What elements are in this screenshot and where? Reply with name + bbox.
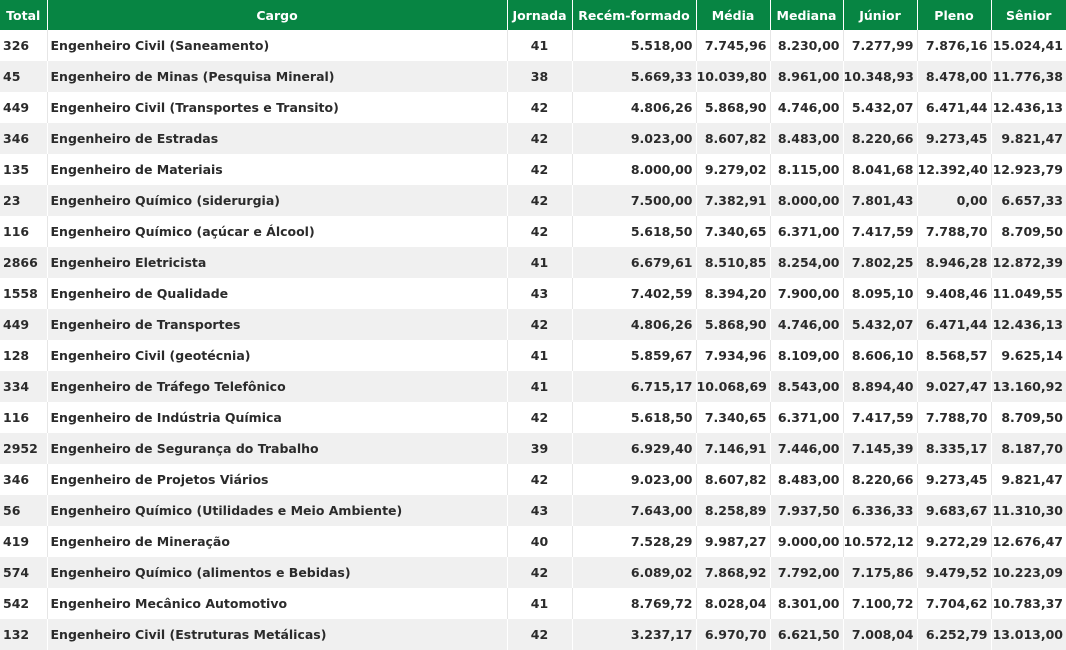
cell-senior: 11.310,30 — [991, 495, 1066, 526]
cell-cargo: Engenheiro Civil (Estruturas Metálicas) — [47, 619, 507, 650]
cell-cargo: Engenheiro Civil (Transportes e Transito) — [47, 92, 507, 123]
cell-mediana: 7.900,00 — [770, 278, 843, 309]
cell-total: 449 — [0, 92, 47, 123]
header-cargo[interactable]: Cargo — [47, 0, 507, 30]
header-senior[interactable]: Sênior — [991, 0, 1066, 30]
cell-cargo: Engenheiro Químico (siderurgia) — [47, 185, 507, 216]
cell-pleno: 6.252,79 — [917, 619, 991, 650]
cell-pleno: 6.471,44 — [917, 92, 991, 123]
cell-pleno: 9.273,45 — [917, 464, 991, 495]
cell-cargo: Engenheiro de Projetos Viários — [47, 464, 507, 495]
cell-recem-formado: 9.023,00 — [572, 464, 696, 495]
cell-senior: 9.821,47 — [991, 123, 1066, 154]
table-row[interactable] — [0, 433, 1066, 464]
cell-junior: 7.008,04 — [843, 619, 917, 650]
table-row[interactable] — [0, 340, 1066, 371]
cell-senior: 12.436,13 — [991, 309, 1066, 340]
cell-pleno: 9.683,67 — [917, 495, 991, 526]
cell-senior: 13.013,00 — [991, 619, 1066, 650]
cell-cargo: Engenheiro Eletricista — [47, 247, 507, 278]
cell-junior: 7.175,86 — [843, 557, 917, 588]
cell-recem-formado: 7.402,59 — [572, 278, 696, 309]
cell-media: 9.279,02 — [696, 154, 770, 185]
cell-junior: 8.606,10 — [843, 340, 917, 371]
cell-senior: 11.776,38 — [991, 61, 1066, 92]
header-junior[interactable]: Júnior — [843, 0, 917, 30]
cell-senior: 8.709,50 — [991, 402, 1066, 433]
cell-jornada: 42 — [507, 216, 572, 247]
table-row[interactable] — [0, 526, 1066, 557]
cell-recem-formado: 6.715,17 — [572, 371, 696, 402]
cell-senior: 12.676,47 — [991, 526, 1066, 557]
cell-recem-formado: 5.669,33 — [572, 61, 696, 92]
header-recem-formado[interactable]: Recém-formado — [572, 0, 696, 30]
header-jornada[interactable]: Jornada — [507, 0, 572, 30]
cell-cargo: Engenheiro Civil (geotécnia) — [47, 340, 507, 371]
cell-mediana: 7.937,50 — [770, 495, 843, 526]
cell-pleno: 7.704,62 — [917, 588, 991, 619]
cell-pleno: 0,00 — [917, 185, 991, 216]
cell-media: 10.039,80 — [696, 61, 770, 92]
cell-pleno: 9.479,52 — [917, 557, 991, 588]
cell-mediana: 8.230,00 — [770, 30, 843, 61]
cell-mediana: 8.483,00 — [770, 123, 843, 154]
cell-senior: 10.783,37 — [991, 588, 1066, 619]
cell-senior: 10.223,09 — [991, 557, 1066, 588]
cell-total: 128 — [0, 340, 47, 371]
cell-senior: 12.923,79 — [991, 154, 1066, 185]
cell-jornada: 42 — [507, 619, 572, 650]
cell-total: 23 — [0, 185, 47, 216]
cell-cargo: Engenheiro de Mineração — [47, 526, 507, 557]
cell-jornada: 42 — [507, 309, 572, 340]
cell-total: 334 — [0, 371, 47, 402]
cell-junior: 7.145,39 — [843, 433, 917, 464]
cell-recem-formado: 8.000,00 — [572, 154, 696, 185]
cell-senior: 8.709,50 — [991, 216, 1066, 247]
cell-media: 7.745,96 — [696, 30, 770, 61]
cell-media: 7.340,65 — [696, 216, 770, 247]
table-row[interactable] — [0, 402, 1066, 433]
cell-junior: 5.432,07 — [843, 309, 917, 340]
table-row[interactable] — [0, 371, 1066, 402]
cell-recem-formado: 7.643,00 — [572, 495, 696, 526]
table-row[interactable] — [0, 92, 1066, 123]
cell-pleno: 8.946,28 — [917, 247, 991, 278]
cell-mediana: 4.746,00 — [770, 92, 843, 123]
cell-media: 8.607,82 — [696, 123, 770, 154]
cell-mediana: 8.301,00 — [770, 588, 843, 619]
cell-media: 8.607,82 — [696, 464, 770, 495]
cell-jornada: 42 — [507, 557, 572, 588]
cell-total: 574 — [0, 557, 47, 588]
cell-junior: 7.100,72 — [843, 588, 917, 619]
cell-total: 116 — [0, 216, 47, 247]
cell-mediana: 8.543,00 — [770, 371, 843, 402]
table-row[interactable] — [0, 185, 1066, 216]
cell-recem-formado: 6.679,61 — [572, 247, 696, 278]
table-row[interactable] — [0, 247, 1066, 278]
cell-jornada: 43 — [507, 278, 572, 309]
cell-jornada: 42 — [507, 92, 572, 123]
cell-media: 5.868,90 — [696, 309, 770, 340]
cell-media: 8.510,85 — [696, 247, 770, 278]
cell-cargo: Engenheiro Químico (açúcar e Álcool) — [47, 216, 507, 247]
header-media[interactable]: Média — [696, 0, 770, 30]
cell-jornada: 41 — [507, 340, 572, 371]
cell-cargo: Engenheiro de Qualidade — [47, 278, 507, 309]
cell-total: 116 — [0, 402, 47, 433]
cell-cargo: Engenheiro de Materiais — [47, 154, 507, 185]
cell-cargo: Engenheiro de Transportes — [47, 309, 507, 340]
cell-pleno: 6.471,44 — [917, 309, 991, 340]
cell-media: 8.258,89 — [696, 495, 770, 526]
cell-pleno: 9.027,47 — [917, 371, 991, 402]
cell-cargo: Engenheiro de Indústria Química — [47, 402, 507, 433]
cell-total: 56 — [0, 495, 47, 526]
cell-pleno: 9.408,46 — [917, 278, 991, 309]
cell-jornada: 42 — [507, 402, 572, 433]
table-row[interactable] — [0, 30, 1066, 61]
cell-pleno: 7.876,16 — [917, 30, 991, 61]
cell-mediana: 6.371,00 — [770, 216, 843, 247]
cell-jornada: 42 — [507, 185, 572, 216]
cell-senior: 11.049,55 — [991, 278, 1066, 309]
table-row[interactable] — [0, 278, 1066, 309]
cell-mediana: 8.115,00 — [770, 154, 843, 185]
cell-recem-formado: 9.023,00 — [572, 123, 696, 154]
table-header-row — [0, 0, 1066, 30]
cell-junior: 8.894,40 — [843, 371, 917, 402]
cell-recem-formado: 4.806,26 — [572, 309, 696, 340]
cell-media: 6.970,70 — [696, 619, 770, 650]
cell-jornada: 42 — [507, 123, 572, 154]
cell-total: 45 — [0, 61, 47, 92]
cell-jornada: 38 — [507, 61, 572, 92]
table-row[interactable] — [0, 61, 1066, 92]
cell-jornada: 40 — [507, 526, 572, 557]
cell-jornada: 42 — [507, 154, 572, 185]
cell-media: 7.340,65 — [696, 402, 770, 433]
cell-recem-formado: 6.089,02 — [572, 557, 696, 588]
table-row[interactable] — [0, 464, 1066, 495]
cell-senior: 12.872,39 — [991, 247, 1066, 278]
cell-cargo: Engenheiro Químico (alimentos e Bebidas) — [47, 557, 507, 588]
cell-junior: 10.348,93 — [843, 61, 917, 92]
cell-junior: 7.802,25 — [843, 247, 917, 278]
cell-cargo: Engenheiro de Segurança do Trabalho — [47, 433, 507, 464]
cell-mediana: 9.000,00 — [770, 526, 843, 557]
cell-junior: 7.417,59 — [843, 216, 917, 247]
cell-total: 346 — [0, 123, 47, 154]
cell-media: 7.146,91 — [696, 433, 770, 464]
cell-pleno: 8.335,17 — [917, 433, 991, 464]
cell-pleno: 12.392,40 — [917, 154, 991, 185]
cell-junior: 5.432,07 — [843, 92, 917, 123]
cell-jornada: 43 — [507, 495, 572, 526]
cell-recem-formado: 4.806,26 — [572, 92, 696, 123]
cell-total: 419 — [0, 526, 47, 557]
cell-recem-formado: 6.929,40 — [572, 433, 696, 464]
cell-total: 326 — [0, 30, 47, 61]
cell-recem-formado: 5.859,67 — [572, 340, 696, 371]
cell-mediana: 4.746,00 — [770, 309, 843, 340]
cell-cargo: Engenheiro de Tráfego Telefônico — [47, 371, 507, 402]
cell-media: 10.068,69 — [696, 371, 770, 402]
cell-jornada: 41 — [507, 247, 572, 278]
cell-pleno: 9.273,45 — [917, 123, 991, 154]
cell-jornada: 41 — [507, 30, 572, 61]
cell-junior: 6.336,33 — [843, 495, 917, 526]
header-mediana[interactable]: Mediana — [770, 0, 843, 30]
cell-total: 449 — [0, 309, 47, 340]
cell-mediana: 8.254,00 — [770, 247, 843, 278]
cell-cargo: Engenheiro Civil (Saneamento) — [47, 30, 507, 61]
cell-jornada: 41 — [507, 371, 572, 402]
cell-media: 9.987,27 — [696, 526, 770, 557]
cell-media: 8.394,20 — [696, 278, 770, 309]
cell-senior: 8.187,70 — [991, 433, 1066, 464]
cell-junior: 7.277,99 — [843, 30, 917, 61]
cell-media: 7.934,96 — [696, 340, 770, 371]
table-row[interactable] — [0, 123, 1066, 154]
cell-cargo: Engenheiro Mecânico Automotivo — [47, 588, 507, 619]
table-row[interactable] — [0, 588, 1066, 619]
cell-jornada: 41 — [507, 588, 572, 619]
cell-media: 5.868,90 — [696, 92, 770, 123]
cell-recem-formado: 7.528,29 — [572, 526, 696, 557]
cell-media: 7.868,92 — [696, 557, 770, 588]
table-row[interactable] — [0, 619, 1066, 650]
cell-mediana: 8.961,00 — [770, 61, 843, 92]
cell-jornada: 42 — [507, 464, 572, 495]
cell-total: 2952 — [0, 433, 47, 464]
cell-total: 132 — [0, 619, 47, 650]
table-row[interactable] — [0, 216, 1066, 247]
header-total[interactable]: Total — [0, 0, 47, 30]
header-pleno[interactable]: Pleno — [917, 0, 991, 30]
cell-recem-formado: 3.237,17 — [572, 619, 696, 650]
cell-mediana: 8.483,00 — [770, 464, 843, 495]
cell-pleno: 7.788,70 — [917, 402, 991, 433]
table-row[interactable] — [0, 309, 1066, 340]
cell-total: 135 — [0, 154, 47, 185]
cell-cargo: Engenheiro Químico (Utilidades e Meio Ambiente) — [47, 495, 507, 526]
cell-mediana: 8.000,00 — [770, 185, 843, 216]
cell-total: 1558 — [0, 278, 47, 309]
cell-cargo: Engenheiro de Minas (Pesquisa Mineral) — [47, 61, 507, 92]
cell-mediana: 6.621,50 — [770, 619, 843, 650]
table-row[interactable] — [0, 495, 1066, 526]
cell-junior: 8.220,66 — [843, 464, 917, 495]
cell-mediana: 7.446,00 — [770, 433, 843, 464]
table-row[interactable] — [0, 557, 1066, 588]
cell-recem-formado: 8.769,72 — [572, 588, 696, 619]
cell-junior: 8.041,68 — [843, 154, 917, 185]
cell-junior: 7.801,43 — [843, 185, 917, 216]
cell-senior: 6.657,33 — [991, 185, 1066, 216]
cell-junior: 7.417,59 — [843, 402, 917, 433]
cell-recem-formado: 7.500,00 — [572, 185, 696, 216]
cell-pleno: 8.478,00 — [917, 61, 991, 92]
table-row[interactable] — [0, 154, 1066, 185]
cell-junior: 8.220,66 — [843, 123, 917, 154]
cell-junior: 10.572,12 — [843, 526, 917, 557]
cell-total: 346 — [0, 464, 47, 495]
cell-pleno: 7.788,70 — [917, 216, 991, 247]
cell-jornada: 39 — [507, 433, 572, 464]
cell-cargo: Engenheiro de Estradas — [47, 123, 507, 154]
cell-media: 7.382,91 — [696, 185, 770, 216]
cell-mediana: 7.792,00 — [770, 557, 843, 588]
cell-recem-formado: 5.618,50 — [572, 402, 696, 433]
cell-media: 8.028,04 — [696, 588, 770, 619]
cell-total: 542 — [0, 588, 47, 619]
cell-mediana: 8.109,00 — [770, 340, 843, 371]
cell-junior: 8.095,10 — [843, 278, 917, 309]
cell-recem-formado: 5.618,50 — [572, 216, 696, 247]
cell-recem-formado: 5.518,00 — [572, 30, 696, 61]
cell-senior: 15.024,41 — [991, 30, 1066, 61]
cell-senior: 9.625,14 — [991, 340, 1066, 371]
cell-mediana: 6.371,00 — [770, 402, 843, 433]
cell-pleno: 8.568,57 — [917, 340, 991, 371]
cell-pleno: 9.272,29 — [917, 526, 991, 557]
cell-senior: 13.160,92 — [991, 371, 1066, 402]
cell-senior: 9.821,47 — [991, 464, 1066, 495]
cell-total: 2866 — [0, 247, 47, 278]
table-body — [0, 30, 1066, 650]
cell-senior: 12.436,13 — [991, 92, 1066, 123]
